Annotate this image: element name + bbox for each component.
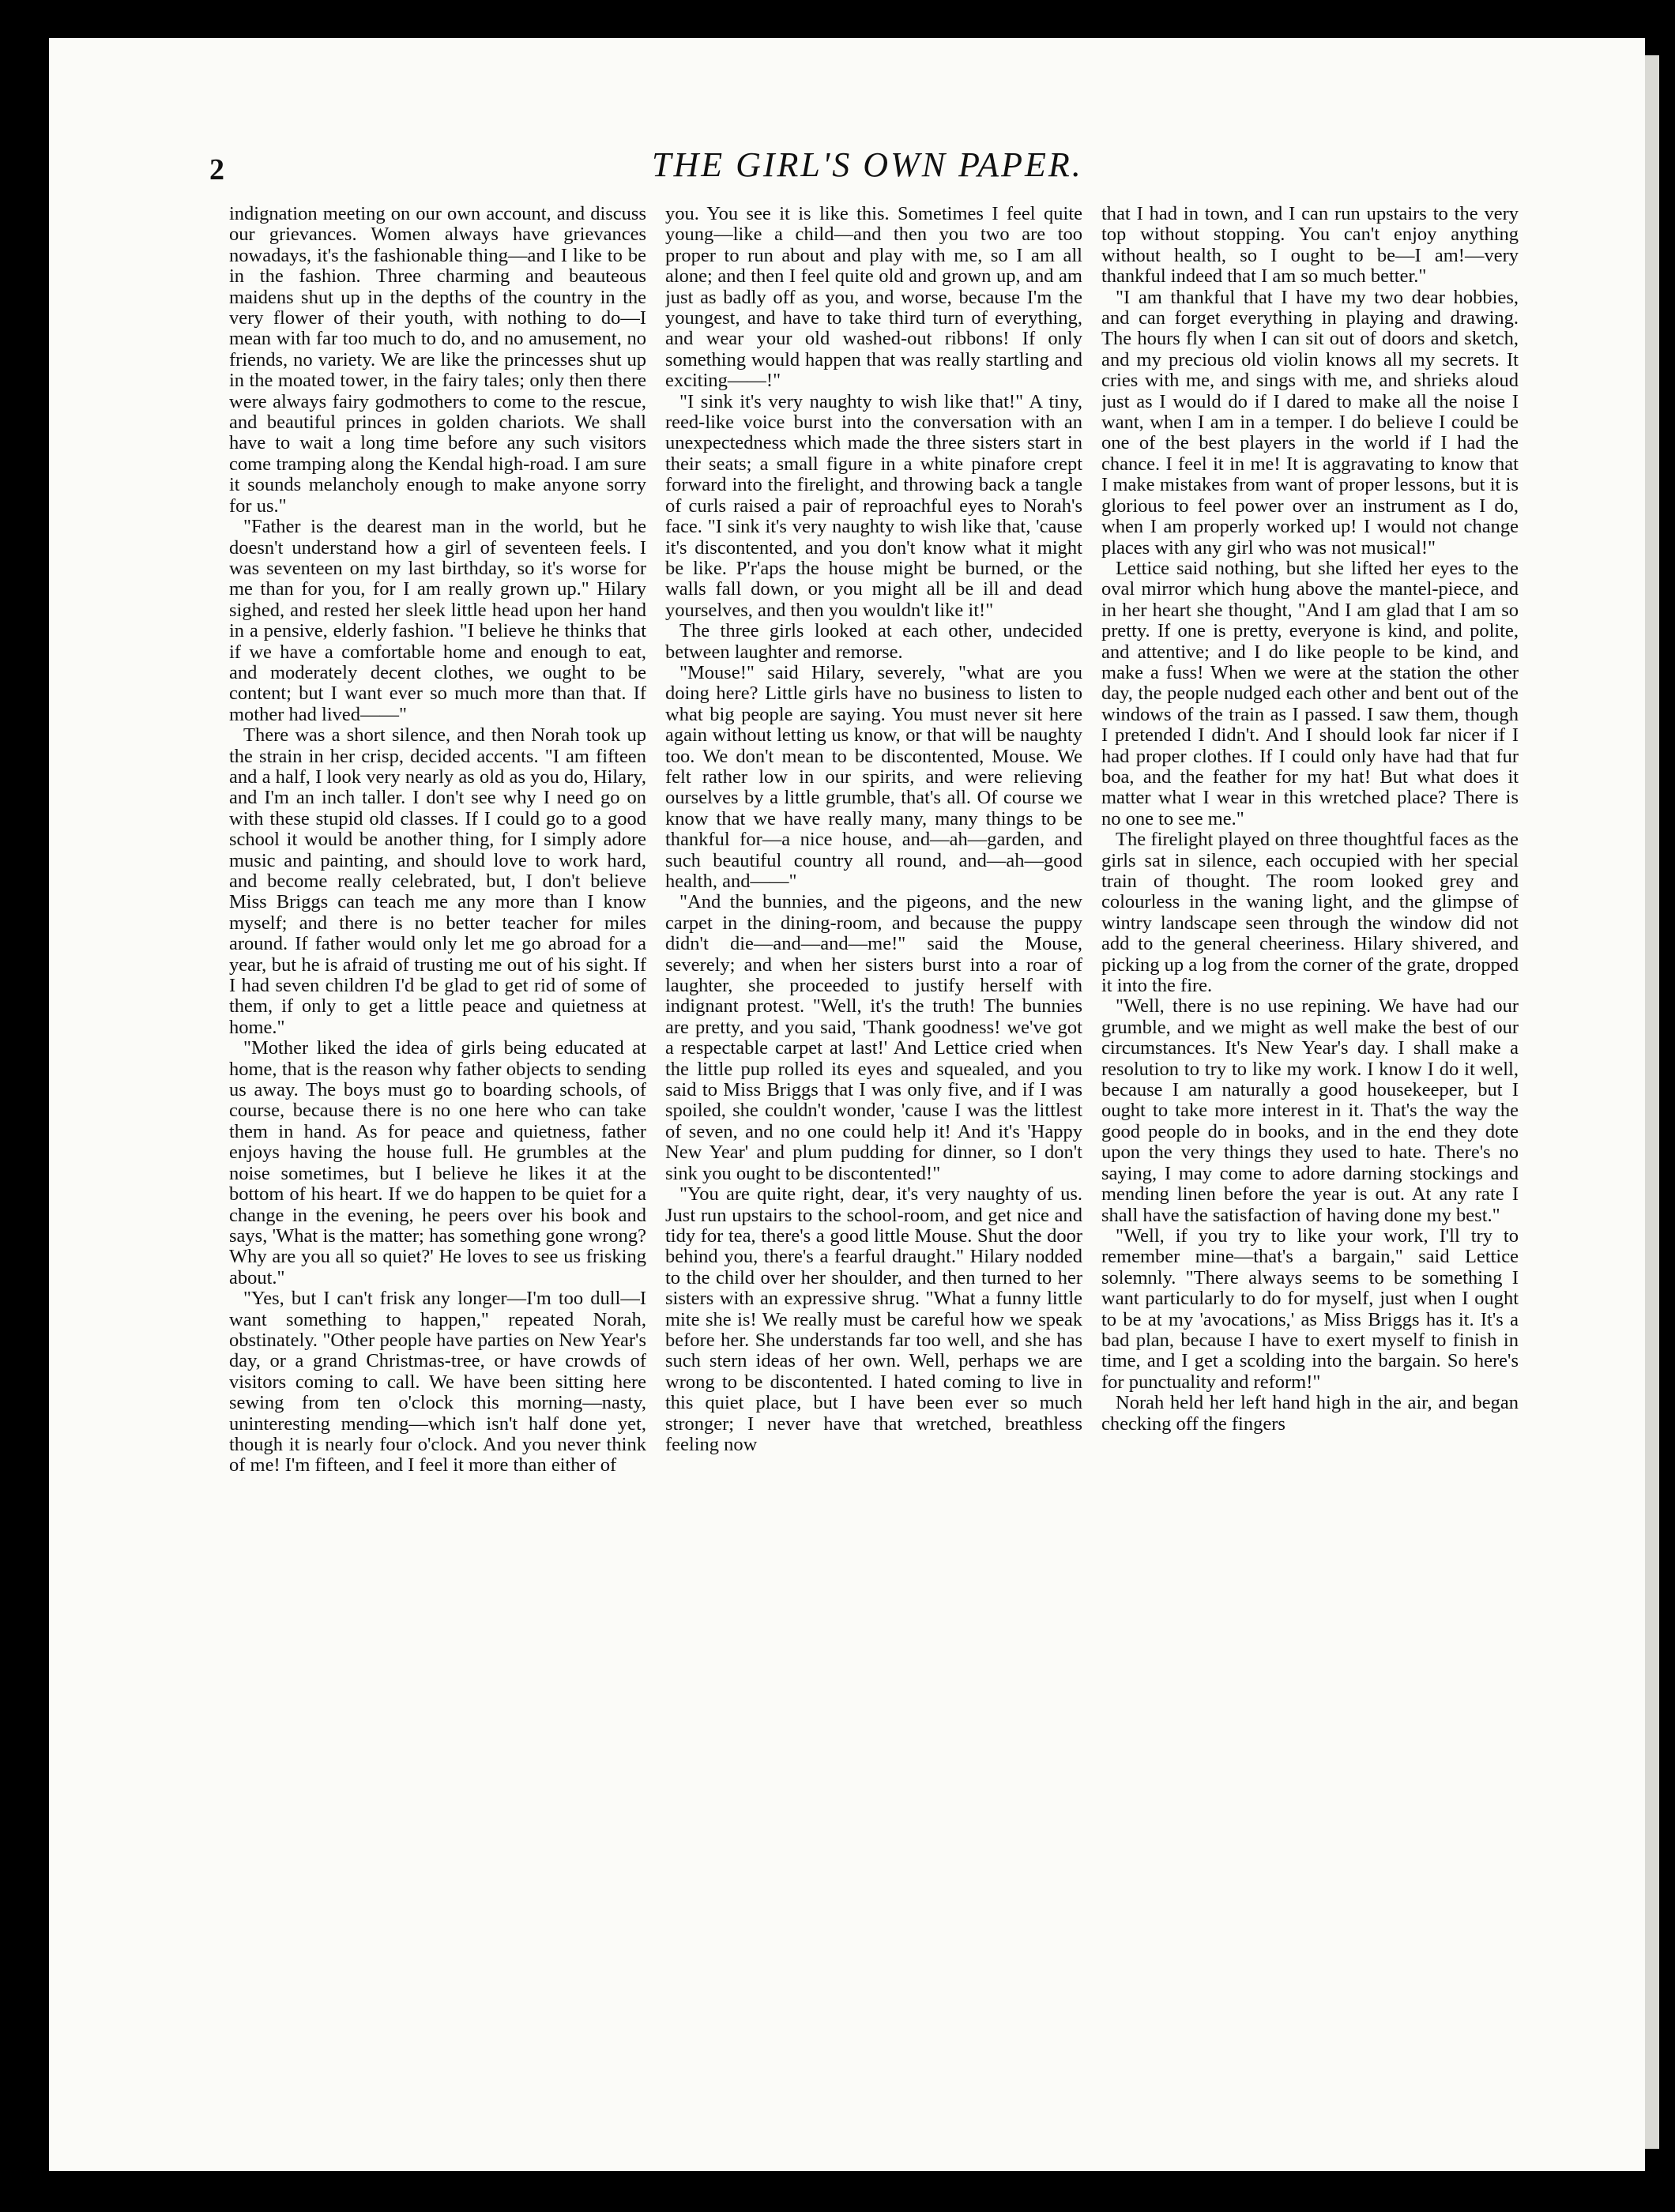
paragraph: The three girls looked at each other, undecided between laughter and remorse. [665, 620, 1082, 663]
paragraph: "You are quite right, dear, it's very naughty of us. Just run upstairs to the school-room, and get nice and tidy for tea, there's a good little Mouse. Shut the door behind you, there's a fearful draught." Hilary nodded to the child over her shoulder, and then turned to her sisters with an expressive shrug. "What a funny little mite she is! We really must be careful how we speak before her. She understands far too well, and she has such stern ideas of her own. Well, perhaps we are wrong to be discontented. I hated coming to live in this quiet place, but I have been ever so much stronger; I never have that wretched, breathless feeling now [665, 1183, 1082, 1455]
page-number: 2 [209, 153, 224, 186]
paragraph: "I sink it's very naughty to wish like that!" A tiny, reed-like voice burst into the conversation with an unexpectedness which made the three sisters start in their seats; a small figure in a white pinafore crept forward into the firelight, and throwing back a tangle of curls raised a pair of reproachful eyes to Norah's face. "I sink it's very naughty to wish like that, 'cause it's discontented, and you don't know what it might be like. P'r'aps the house might be burned, or the walls fall down, or you might all be ill and dead yourselves, and then you wouldn't like it!" [665, 390, 1082, 621]
running-title: THE GIRL'S OWN PAPER. [652, 145, 1083, 184]
paragraph: The firelight played on three thoughtful faces as the girls sat in silence, each occupied with her special train of thought. The room looked grey and colourless in the waning light, and the glimpse of wintry landscape seen through the window did not add to the general cheeriness. Hilary shivered, and picking up a log from the corner of the grate, dropped it into the fire. [1101, 829, 1519, 997]
paragraph: "Well, there is no use repining. We have had our grumble, and we might as well make the best of our circumstances. It's New Year's day. I shall make a resolution to try to like my work. I know I do it well, because I am naturally a good housekeeper, but I ought to take more interest in it. That's the way the good people do in books, and in the end they dote upon the very things they used to hate. There's no saying, I may come to adore darning stockings and mending linen before the year is out. At any rate I shall have the satisfaction of having done my best." [1101, 995, 1519, 1226]
column-3 [1101, 204, 1519, 2021]
paragraph: "Father is the dearest man in the world, but he doesn't understand how a girl of seventeen feels. I was seventeen on my last birthday, so it's worse for me than for you, for I am really grown up." Hilary sighed, and rested her sleek little head upon her hand in a pensive, elderly fashion. "I believe he thinks that if we have a comfortable home and enough to eat, and moderately decent clothes, we ought to be content; but I want ever so much more than that. If mother had lived——" [229, 516, 646, 725]
paragraph: Lettice said nothing, but she lifted her eyes to the oval mirror which hung above the mantel-piece, and in her heart she thought, "And I am glad that I am so pretty. If one is pretty, everyone is kind, and polite, and attentive; and I do like people to be kind, and make a fuss! When we were at the station the other day, the people nudged each other and bent out of the windows of the train as I passed. I saw them, though I pretended I didn't. And I should look far nicer if I had proper clothes. If I could only have had that fur boa, and the feather for my hat! But what does it matter what I wear in this wretched place? There is no one to see me." [1101, 557, 1519, 830]
text-columns [229, 204, 1519, 2021]
paragraph: "Yes, but I can't frisk any longer—I'm too dull—I want something to happen," repeated Norah, obstinately. "Other people have parties on New Year's day, or a grand Christmas-tree, or have crowds of visitors coming to call. We have been sitting here sewing from ten o'clock this morning—nasty, uninteresting mending—which isn't half done yet, though it is nearly four o'clock. And you never think of me! I'm fifteen, and I feel it more than either of [229, 1288, 646, 1477]
paragraph: "Well, if you try to like your work, I'll try to remember mine—that's a bargain," said Lettice solemnly. "There always seems to be something I want particularly to do for myself, just when I ought to be at my 'avocations,' as Miss Briggs has it. It's a bad plan, because I have to exert myself to finish in time, and I get a scolding into the bargain. So here's for punctuality and reform!" [1101, 1224, 1519, 1393]
paragraph: "Mother liked the idea of girls being educated at home, that is the reason why father objects to sending us away. The boys must go to boarding schools, of course, because there is no one here who can take them in hand. As for peace and quietness, father enjoys having the house full. He grumbles at the noise sometimes, but I believe he likes it at the bottom of his heart. If we do happen to be quiet for a change in the evening, he peers over his book and says, 'What is the matter; has something gone wrong? Why are you all so quiet?' He loves to see us frisking about." [229, 1037, 646, 1288]
column-2 [665, 204, 1082, 2021]
paragraph: indignation meeting on our own account, and discuss our grievances. Women always have grievances nowadays, it's the fashionable thing—and I like to be in the fashion. Three charming and beauteous maidens shut up in the depths of the country in the very flower of their youth, with nothing to do—I mean with far too much to do, and no amusement, no friends, no variety. We are like the princesses shut up in the moated tower, in the fairy tales; only then there were always fairy godmothers to come to the rescue, and beautiful princes in golden chariots. We shall have to wait a long time before any such visitors come tramping along the Kendal high-road. I am sure it sounds melancholy enough to make anyone sorry for us." [229, 204, 646, 517]
paragraph: that I had in town, and I can run upstairs to the very top without stopping. You can't enjoy anything without health, so I ought to be—I am!—very thankful indeed that I am so much better." [1101, 204, 1519, 288]
paragraph: There was a short silence, and then Norah took up the strain in her crisp, decided accents. "I am fifteen and a half, I look very nearly as old as you do, Hilary, and I'm an inch taller. I don't see why I need go on with these stupid old classes. If I could go to a good school it would be another thing, for I simply adore music and painting, and should love to work hard, and become really celebrated, but, I don't believe Miss Briggs can teach me any more than I know myself; and there is no better teacher for miles around. If father would only let me go abroad for a year, but he is afraid of trusting me out of his sight. If I had seven children I'd be glad to get rid of some of them, if only to get a little peace and quietness at home." [229, 724, 646, 1038]
paragraph: you. You see it is like this. Sometimes I feel quite young—like a child—and then you two are too proper to run about and play with me, so I am all alone; and then I feel quite old and grown up, and am just as badly off as you, and worse, because I'm the youngest, and have to take third turn of everything, and wear your old washed-out ribbons! If only something would happen that was really startling and exciting——!" [665, 204, 1082, 392]
page-header [209, 138, 1553, 201]
paragraph: "Mouse!" said Hilary, severely, "what are you doing here? Little girls have no business to listen to what big people are saying. You must never sit here again without letting us know, or that will be naughty too. We don't mean to be discontented, Mouse. We felt rather low in our spirits, and were relieving ourselves by a little grumble, that's all. Of course we know that we have really many, many things to be thankful for—a nice house, and—ah—garden, and such beautiful country all round, and—ah—good health, and——" [665, 661, 1082, 892]
column-1 [229, 204, 646, 2021]
paragraph: Norah held her left hand high in the air, and began checking off the fingers [1101, 1392, 1519, 1435]
paragraph: "And the bunnies, and the pigeons, and the new carpet in the dining-room, and because the puppy didn't die—and—and—me!" said the Mouse, severely; and when her sisters burst into a roar of laughter, she proceeded to justify herself with indignant protest. "Well, it's the truth! The bunnies are pretty, and you said, 'Thank goodness! we've got a respectable carpet at last!' And Lettice cried when the little pup rolled its eyes and squealed, and you said to Miss Briggs that I was only five, and if I was spoiled, she couldn't wonder, 'cause I was the littlest of seven, and no one could help it! And it's 'Happy New Year' and plum pudding for dinner, so I don't sink you ought to be discontented!" [665, 891, 1082, 1184]
paragraph: "I am thankful that I have my two dear hobbies, and can forget everything in playing and drawing. The hours fly when I can sit out of doors and sketch, and my precious old violin knows all my secrets. It cries with me, and sings with me, and shrieks aloud just as I would do if I dared to make all the noise I want, when I am in a temper. I do believe I could be one of the best players in the world if I had the chance. I feel it in me! It is aggravating to know that I make mistakes from want of proper lessons, but it is glorious to feel power over an instrument as I do, when I am properly worked up! I would not change places with any girl who was not musical!" [1101, 286, 1519, 559]
